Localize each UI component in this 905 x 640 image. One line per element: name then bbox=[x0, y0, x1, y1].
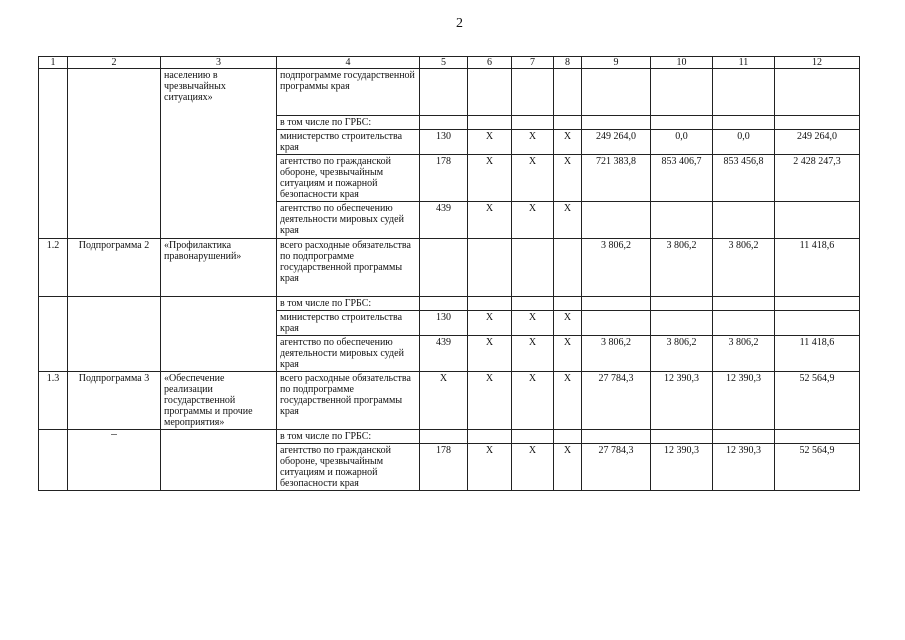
amount-cell bbox=[651, 311, 713, 336]
expense-description: подпрограмме государственной программы края bbox=[277, 69, 420, 116]
column-number: 5 bbox=[420, 57, 468, 69]
amount-cell: 3 806,2 bbox=[582, 336, 651, 372]
code-cell: Х bbox=[554, 311, 582, 336]
amount-cell bbox=[582, 311, 651, 336]
code-cell: Х bbox=[512, 372, 554, 430]
code-cell: 439 bbox=[420, 336, 468, 372]
amount-cell: 0,0 bbox=[651, 130, 713, 155]
code-cell: Х bbox=[512, 155, 554, 202]
table-row bbox=[39, 69, 860, 116]
expense-description: в том числе по ГРБС: bbox=[277, 297, 420, 311]
column-number: 12 bbox=[775, 57, 860, 69]
code-cell bbox=[512, 69, 554, 116]
code-cell: 178 bbox=[420, 155, 468, 202]
code-cell: Х bbox=[468, 130, 512, 155]
expense-description: агентство по гражданской обороне, чрезвычайным ситуациям и пожарной безопасности края bbox=[277, 155, 420, 202]
subprogram-title: «Профилактика правонарушений» bbox=[161, 239, 277, 297]
table-row bbox=[39, 430, 860, 444]
code-cell bbox=[512, 116, 554, 130]
code-cell: Х bbox=[554, 336, 582, 372]
amount-cell bbox=[713, 202, 775, 239]
amount-cell: 2 428 247,3 bbox=[775, 155, 860, 202]
column-number: 8 bbox=[554, 57, 582, 69]
code-cell bbox=[512, 297, 554, 311]
amount-cell bbox=[713, 69, 775, 116]
code-cell: Х bbox=[512, 130, 554, 155]
column-number: 11 bbox=[713, 57, 775, 69]
expense-description: в том числе по ГРБС: bbox=[277, 430, 420, 444]
amount-cell: 11 418,6 bbox=[775, 336, 860, 372]
amount-cell bbox=[651, 430, 713, 444]
column-number: 7 bbox=[512, 57, 554, 69]
amount-cell bbox=[582, 430, 651, 444]
budget-table bbox=[38, 56, 860, 491]
amount-cell bbox=[775, 116, 860, 130]
amount-cell bbox=[582, 202, 651, 239]
expense-description: в том числе по ГРБС: bbox=[277, 116, 420, 130]
code-cell bbox=[554, 69, 582, 116]
column-number: 1 bbox=[39, 57, 68, 69]
code-cell: 130 bbox=[420, 130, 468, 155]
subprogram-title-cont bbox=[161, 297, 277, 372]
code-cell: Х bbox=[554, 130, 582, 155]
amount-cell: 853 406,7 bbox=[651, 155, 713, 202]
code-cell: Х bbox=[554, 444, 582, 491]
amount-cell bbox=[651, 297, 713, 311]
code-cell: Х bbox=[512, 311, 554, 336]
amount-cell: 3 806,2 bbox=[651, 239, 713, 297]
amount-cell: 249 264,0 bbox=[582, 130, 651, 155]
amount-cell: 249 264,0 bbox=[775, 130, 860, 155]
code-cell bbox=[420, 430, 468, 444]
code-cell: Х bbox=[512, 444, 554, 491]
code-cell: Х bbox=[468, 155, 512, 202]
code-cell: Х bbox=[468, 202, 512, 239]
subprogram-name: Подпрограмма 3 bbox=[68, 372, 161, 430]
amount-cell: 721 383,8 bbox=[582, 155, 651, 202]
code-cell: Х bbox=[512, 202, 554, 239]
subprogram-title-cont bbox=[161, 430, 277, 491]
column-number: 4 bbox=[277, 57, 420, 69]
amount-cell: 0,0 bbox=[713, 130, 775, 155]
expense-description: министерство строительства края bbox=[277, 311, 420, 336]
table-body bbox=[39, 57, 860, 491]
amount-cell bbox=[651, 202, 713, 239]
column-number: 6 bbox=[468, 57, 512, 69]
code-cell bbox=[468, 239, 512, 297]
item-number-cont bbox=[39, 430, 68, 491]
code-cell: Х bbox=[468, 336, 512, 372]
expense-description: агентство по обеспечению деятельности мировых судей края bbox=[277, 202, 420, 239]
table-row bbox=[39, 372, 860, 430]
amount-cell: 52 564,9 bbox=[775, 444, 860, 491]
amount-cell bbox=[651, 69, 713, 116]
amount-cell bbox=[775, 430, 860, 444]
item-number bbox=[39, 69, 68, 239]
column-number-row bbox=[39, 57, 860, 69]
item-number-cont bbox=[39, 297, 68, 372]
code-cell: Х bbox=[554, 202, 582, 239]
page-number: 2 bbox=[456, 16, 463, 31]
code-cell: Х bbox=[554, 372, 582, 430]
code-cell bbox=[468, 430, 512, 444]
code-cell bbox=[420, 297, 468, 311]
code-cell bbox=[468, 116, 512, 130]
amount-cell bbox=[713, 430, 775, 444]
code-cell bbox=[468, 297, 512, 311]
code-cell bbox=[420, 239, 468, 297]
code-cell bbox=[554, 116, 582, 130]
amount-cell: 3 806,2 bbox=[582, 239, 651, 297]
amount-cell: 853 456,8 bbox=[713, 155, 775, 202]
column-number: 10 bbox=[651, 57, 713, 69]
subprogram-title: населению в чрезвычайных ситуациях» bbox=[161, 69, 277, 239]
code-cell: 178 bbox=[420, 444, 468, 491]
code-cell: 130 bbox=[420, 311, 468, 336]
amount-cell: 27 784,3 bbox=[582, 444, 651, 491]
amount-cell: 12 390,3 bbox=[651, 372, 713, 430]
amount-cell bbox=[582, 297, 651, 311]
subprogram-title: «Обеспечение реализации государственной программы и прочие мероприятия» bbox=[161, 372, 277, 430]
code-cell: Х bbox=[512, 336, 554, 372]
expense-description: агентство по обеспечению деятельности мировых судей края bbox=[277, 336, 420, 372]
code-cell bbox=[512, 430, 554, 444]
code-cell bbox=[554, 430, 582, 444]
table-row bbox=[39, 297, 860, 311]
amount-cell bbox=[651, 116, 713, 130]
table-row bbox=[39, 239, 860, 297]
amount-cell bbox=[775, 297, 860, 311]
code-cell: Х bbox=[468, 311, 512, 336]
code-cell bbox=[420, 69, 468, 116]
amount-cell: 12 390,3 bbox=[651, 444, 713, 491]
subprogram-name bbox=[68, 69, 161, 239]
subprogram-name-cont bbox=[68, 430, 161, 491]
expense-description: агентство по гражданской обороне, чрезвычайным ситуациям и пожарной безопасности края bbox=[277, 444, 420, 491]
code-cell bbox=[554, 297, 582, 311]
expense-description: министерство строительства края bbox=[277, 130, 420, 155]
amount-cell bbox=[775, 69, 860, 116]
code-cell bbox=[468, 69, 512, 116]
subprogram-name-cont bbox=[68, 297, 161, 372]
code-cell: Х bbox=[420, 372, 468, 430]
expense-description: всего расходные обязательства по подпрограмме государственной программы края bbox=[277, 372, 420, 430]
amount-cell: 27 784,3 bbox=[582, 372, 651, 430]
amount-cell bbox=[713, 116, 775, 130]
column-number: 2 bbox=[68, 57, 161, 69]
amount-cell: 12 390,3 bbox=[713, 372, 775, 430]
amount-cell bbox=[775, 311, 860, 336]
code-cell: Х bbox=[554, 155, 582, 202]
expense-description: всего расходные обязательства по подпрограмме государственной программы края bbox=[277, 239, 420, 297]
amount-cell bbox=[713, 297, 775, 311]
code-cell: Х bbox=[468, 444, 512, 491]
amount-cell bbox=[775, 202, 860, 239]
item-number: 1.3 bbox=[39, 372, 68, 430]
code-cell: 439 bbox=[420, 202, 468, 239]
amount-cell: 11 418,6 bbox=[775, 239, 860, 297]
stray-mark bbox=[111, 434, 117, 435]
subprogram-name: Подпрограмма 2 bbox=[68, 239, 161, 297]
item-number: 1.2 bbox=[39, 239, 68, 297]
amount-cell: 3 806,2 bbox=[713, 336, 775, 372]
code-cell: Х bbox=[468, 372, 512, 430]
column-number: 9 bbox=[582, 57, 651, 69]
code-cell bbox=[420, 116, 468, 130]
column-number: 3 bbox=[161, 57, 277, 69]
code-cell bbox=[512, 239, 554, 297]
amount-cell: 3 806,2 bbox=[651, 336, 713, 372]
code-cell bbox=[554, 239, 582, 297]
amount-cell: 12 390,3 bbox=[713, 444, 775, 491]
amount-cell bbox=[582, 69, 651, 116]
amount-cell: 3 806,2 bbox=[713, 239, 775, 297]
amount-cell: 52 564,9 bbox=[775, 372, 860, 430]
amount-cell bbox=[713, 311, 775, 336]
amount-cell bbox=[582, 116, 651, 130]
